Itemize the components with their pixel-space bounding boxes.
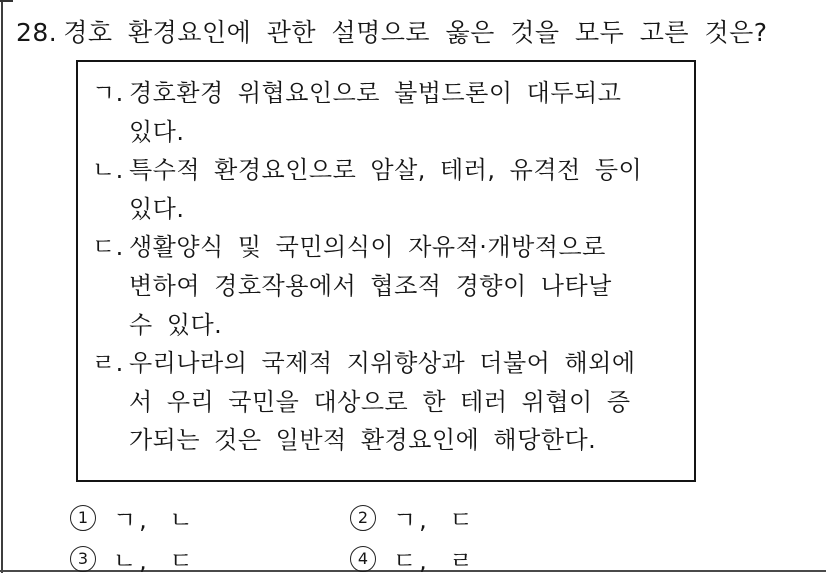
choice-label: ㄱ, ㄷ xyxy=(393,506,476,534)
choice-label: ㄴ, ㄷ xyxy=(113,547,196,573)
statement-item-g xyxy=(92,74,686,151)
statement-line: 경호환경 위협요인으로 불법드론이 대두되고 xyxy=(129,79,622,107)
statements-box xyxy=(76,60,696,482)
statement-line: 가되는 것은 일반적 환경요인에 해당한다. xyxy=(129,426,597,455)
statement-text xyxy=(129,228,686,344)
statement-marker: ㄴ. xyxy=(92,156,124,185)
answer-choice-2[interactable] xyxy=(350,500,476,535)
choice-number-circle: 1 xyxy=(70,505,96,531)
choice-label: ㄷ, ㄹ xyxy=(393,547,476,573)
question-text: 경호 환경요인에 관한 설명으로 옳은 것을 모두 고른 것은? xyxy=(63,18,768,47)
statement-line: 생활양식 및 국민의식이 자유적·개방적으로 xyxy=(129,233,606,262)
statement-line: 있다. xyxy=(129,194,185,223)
answer-choice-4[interactable] xyxy=(350,541,476,573)
statement-line: 우리나라의 국제적 지위향상과 더불어 해외에 xyxy=(129,349,636,378)
statement-text xyxy=(129,344,686,460)
statement-line: 변하여 경호작용에서 협조적 경향이 나타날 xyxy=(129,271,612,300)
choice-number-circle: 2 xyxy=(350,505,376,531)
statement-text xyxy=(129,151,686,228)
statement-line: 있다. xyxy=(129,117,185,146)
question-28 xyxy=(16,13,768,49)
statement-item-n xyxy=(92,151,686,228)
answer-choice-1[interactable] xyxy=(70,500,196,535)
choice-label: ㄱ, ㄴ xyxy=(113,506,196,534)
choice-number-circle: 4 xyxy=(350,546,376,572)
statement-marker: ㄹ. xyxy=(92,349,124,378)
statement-marker: ㄱ. xyxy=(92,79,124,107)
statement-line: 특수적 환경요인으로 암살, 테러, 유격전 등이 xyxy=(129,156,643,185)
choice-number-circle: 3 xyxy=(70,546,96,572)
statement-line: 서 우리 국민을 대상으로 한 테러 위협이 증 xyxy=(129,387,631,416)
statement-item-r xyxy=(92,344,686,460)
answer-choice-3[interactable] xyxy=(70,541,196,573)
statement-text xyxy=(129,74,686,151)
statement-line: 수 있다. xyxy=(129,310,223,339)
statement-item-d xyxy=(92,228,686,344)
statement-marker: ㄷ. xyxy=(92,233,124,262)
top-edge-rule-fragment xyxy=(0,0,13,2)
column-divider-line xyxy=(1,0,3,573)
question-number: 28. xyxy=(16,18,58,47)
